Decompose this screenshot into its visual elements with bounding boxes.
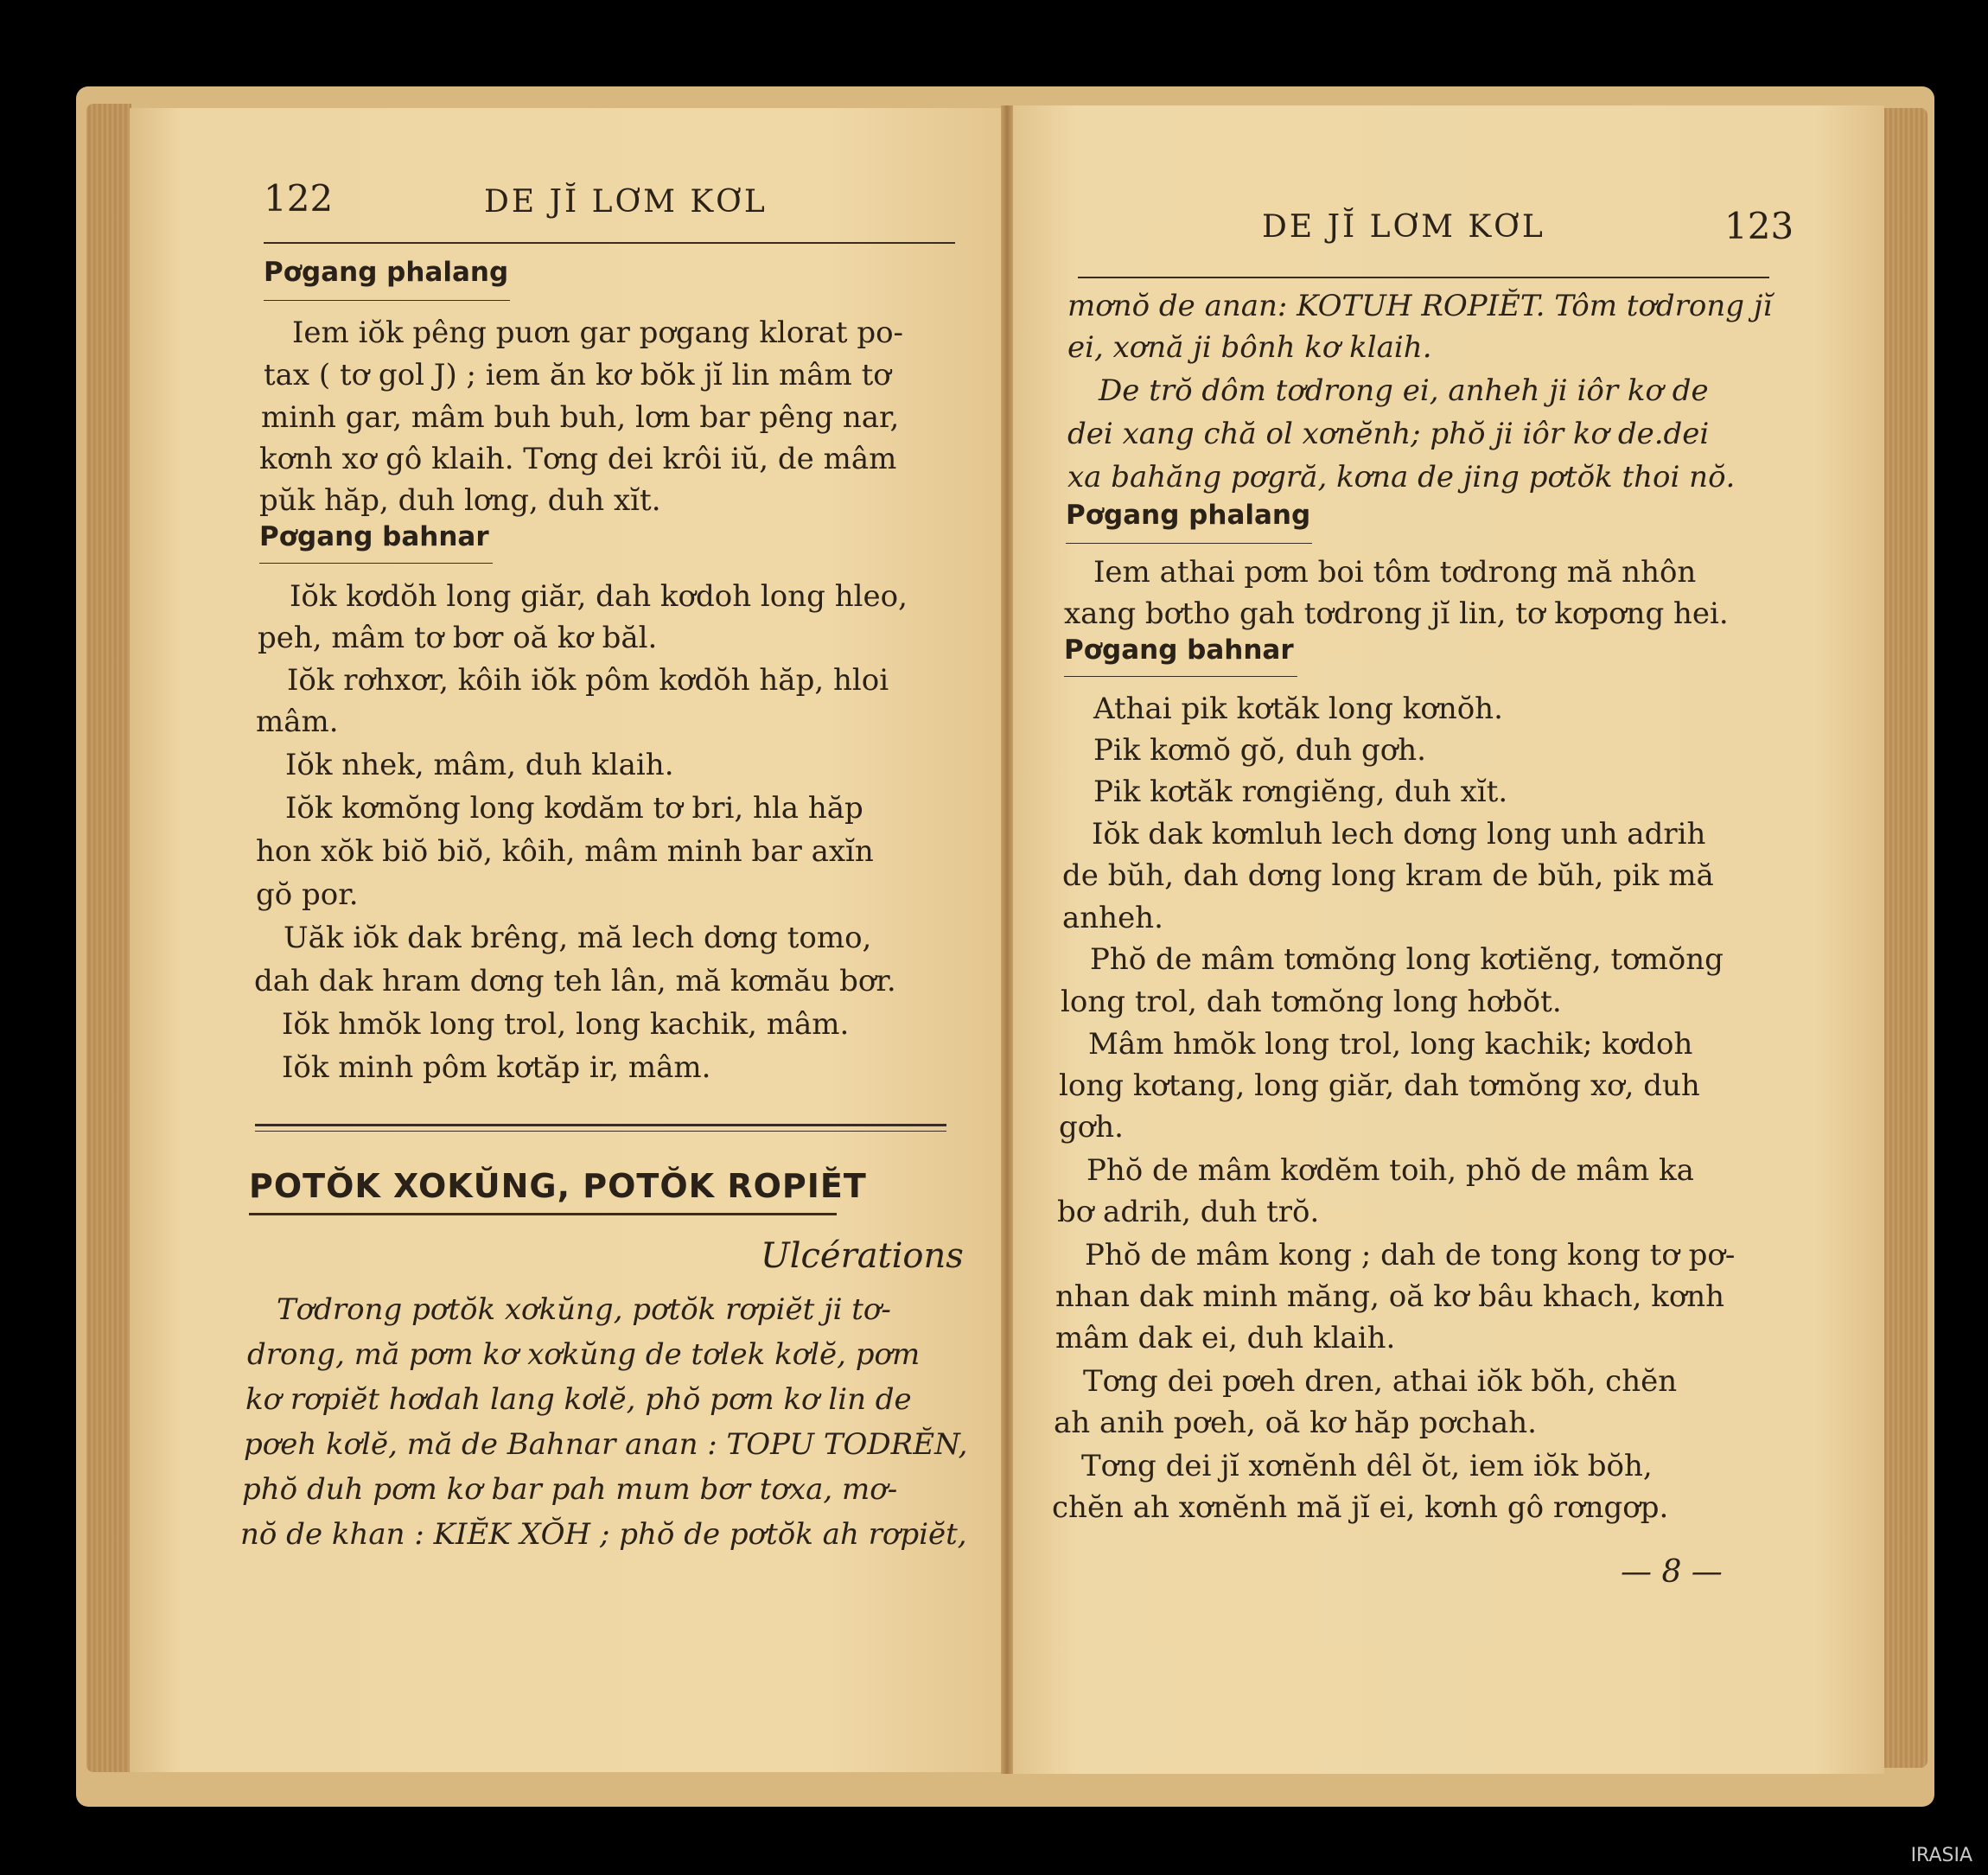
text-line: Iem athai pơm boi tôm tơdrong mă nhôn bbox=[1093, 555, 1697, 590]
text-line: kơ rơpiĕt hơdah lang kơlĕ, phŏ pơm kơ lin de bbox=[245, 1382, 912, 1417]
text-line: mâm. bbox=[256, 705, 339, 739]
subheading-phalang-right: Pơgang phalang bbox=[1066, 500, 1311, 531]
text-line: Uăk iŏk dak brêng, mă lech dơng tomo, bbox=[284, 921, 872, 955]
text-line: ah anih pơeh, oă kơ hăp pơchah. bbox=[1054, 1406, 1537, 1440]
text-line: long trol, dah tơmŏng long hơbŏt. bbox=[1061, 985, 1562, 1019]
text-line: pơeh kơlĕ, mă de Bahnar anan : TOPU TODRĔN, bbox=[244, 1427, 968, 1462]
text-line: tax ( tơ gol J) ; iem ăn kơ bŏk jĭ lin mâm tơ bbox=[264, 358, 891, 392]
header-rule-left bbox=[264, 242, 955, 244]
text-line: Tơng dei jĭ xơnĕnh dêl ŏt, iem iŏk bŏh, bbox=[1081, 1449, 1653, 1483]
subheading-underline bbox=[259, 563, 493, 564]
text-line: gŏ por. bbox=[256, 877, 359, 912]
section-title-underline bbox=[249, 1213, 837, 1215]
section-divider-rule bbox=[255, 1131, 946, 1132]
text-line: de bŭh, dah dơng long kram de bŭh, pik mă bbox=[1062, 858, 1714, 893]
page-edges-right bbox=[1883, 108, 1927, 1768]
signature-mark: — 8 — bbox=[1621, 1554, 1723, 1590]
text-line: pŭk hăp, duh lơng, duh xĭt. bbox=[259, 483, 661, 518]
text-line: Iem iŏk pêng puơn gar pơgang klorat po- bbox=[292, 316, 904, 350]
text-line: anheh. bbox=[1062, 901, 1163, 935]
text-line: Phŏ de mâm tơmŏng long kơtiĕng, tơmŏng bbox=[1090, 942, 1724, 977]
text-line: dah dak hram dơng teh lân, mă kơmău bơr. bbox=[254, 964, 896, 998]
text-line: Iŏk hmŏk long trol, long kachik, mâm. bbox=[282, 1007, 850, 1042]
section-title-french: Ulcérations bbox=[761, 1236, 964, 1276]
header-rule-right bbox=[1078, 277, 1769, 278]
text-line: ei, xơnă ji bônh kơ klaih. bbox=[1067, 330, 1432, 365]
book-gutter bbox=[1001, 105, 1013, 1774]
text-line: Iŏk dak kơmluh lech dơng long unh adrih bbox=[1092, 817, 1706, 851]
subheading-underline bbox=[1066, 543, 1312, 544]
subheading-phalang-left: Pơgang phalang bbox=[264, 257, 509, 288]
text-line: phŏ duh pơm kơ bar pah mum bơr tơxa, mơ- bbox=[242, 1472, 898, 1507]
text-line: Phŏ de mâm kơdĕm toih, phŏ de mâm ka bbox=[1086, 1153, 1694, 1188]
left-page bbox=[130, 108, 1007, 1772]
text-line: Pik kơmŏ gŏ, duh gơh. bbox=[1093, 733, 1426, 768]
text-line: Tơdrong pơtŏk xơkŭng, pơtŏk rơpiĕt ji tơ- bbox=[277, 1292, 891, 1327]
text-line: mâm dak ei, duh klaih. bbox=[1055, 1321, 1396, 1355]
text-line: minh gar, mâm buh buh, lơm bar pêng nar, bbox=[261, 400, 900, 435]
text-line: hon xŏk biŏ biŏ, kôih, mâm minh bar axĭn bbox=[256, 834, 874, 869]
running-head-left: DE JĬ LƠM KƠL bbox=[484, 184, 768, 220]
text-line: kơnh xơ gô klaih. Tơng dei krôi iŭ, de mâm bbox=[259, 442, 897, 476]
text-line: nhan dak minh măng, oă kơ bâu khach, kơnh bbox=[1055, 1279, 1725, 1314]
text-line: Iŏk kơdŏh long giăr, dah kơdoh long hleo, bbox=[290, 579, 908, 614]
text-line: De trŏ dôm tơdrong ei, anheh ji iôr kơ de bbox=[1099, 373, 1709, 408]
subheading-bahnar-right: Pơgang bahnar bbox=[1064, 635, 1294, 666]
subheading-bahnar-left: Pơgang bahnar bbox=[259, 521, 489, 552]
subheading-underline bbox=[1064, 676, 1297, 677]
text-line: nŏ de khan : KIĔK XŎH ; phŏ de pơtŏk ah rơpiĕt, bbox=[240, 1517, 967, 1552]
right-page bbox=[1007, 105, 1884, 1774]
text-line: drong, mă pơm kơ xơkŭng de tơlek kơlĕ, pơm bbox=[247, 1337, 921, 1372]
text-line: Tơng dei pơeh dren, athai iŏk bŏh, chĕn bbox=[1083, 1364, 1678, 1399]
text-line: Iŏk rơhxơr, kôih iŏk pôm kơdŏh hăp, hloi bbox=[287, 663, 889, 698]
text-line: Iŏk kơmŏng long kơdăm tơ bri, hla hăp bbox=[285, 791, 863, 826]
text-line: gơh. bbox=[1059, 1110, 1124, 1145]
text-line: xang bơtho gah tơdrong jĭ lin, tơ kơpơng hei. bbox=[1064, 596, 1729, 631]
text-line: xa bahăng pơgră, kơna de jing pơtŏk thoi nŏ. bbox=[1067, 460, 1736, 494]
text-line: Pik kơtăk rơngiĕng, duh xĭt. bbox=[1093, 775, 1508, 809]
text-line: dei xang chă ol xơnĕnh; phŏ ji iôr kơ de.dei bbox=[1067, 417, 1710, 451]
text-line: Phŏ de mâm kong ; dah de tong kong tơ pơ- bbox=[1085, 1238, 1736, 1272]
page-number-left: 122 bbox=[264, 177, 334, 220]
text-line: chĕn ah xơnĕnh mă jĭ ei, kơnh gô rơngơp. bbox=[1052, 1490, 1669, 1525]
subheading-underline bbox=[264, 300, 510, 301]
text-line: peh, mâm tơ bơr oă kơ băl. bbox=[258, 621, 658, 655]
text-line: Athai pik kơtăk long kơnŏh. bbox=[1093, 692, 1503, 726]
text-line: bơ adrih, duh trŏ. bbox=[1057, 1195, 1320, 1229]
page-edges-left bbox=[86, 104, 131, 1772]
section-divider-rule bbox=[255, 1124, 946, 1126]
section-title: POTŎK XOKŬNG, POTŎK ROPIĔT bbox=[249, 1167, 867, 1205]
running-head-right: DE JĬ LƠM KƠL bbox=[1262, 209, 1545, 245]
watermark: IRASIA bbox=[1910, 1845, 1972, 1866]
text-line: Mâm hmŏk long trol, long kachik; kơdoh bbox=[1088, 1027, 1693, 1062]
text-line: mơnŏ de anan: KOTUH ROPIĔT. Tôm tơdrong jĭ bbox=[1067, 289, 1773, 323]
page-number-right: 123 bbox=[1724, 205, 1794, 247]
text-line: long kơtang, long giăr, dah tơmŏng xơ, duh bbox=[1059, 1068, 1700, 1103]
text-line: Iŏk nhek, mâm, duh klaih. bbox=[285, 748, 674, 782]
text-line: Iŏk minh pôm kơtăp ir, mâm. bbox=[282, 1050, 711, 1085]
